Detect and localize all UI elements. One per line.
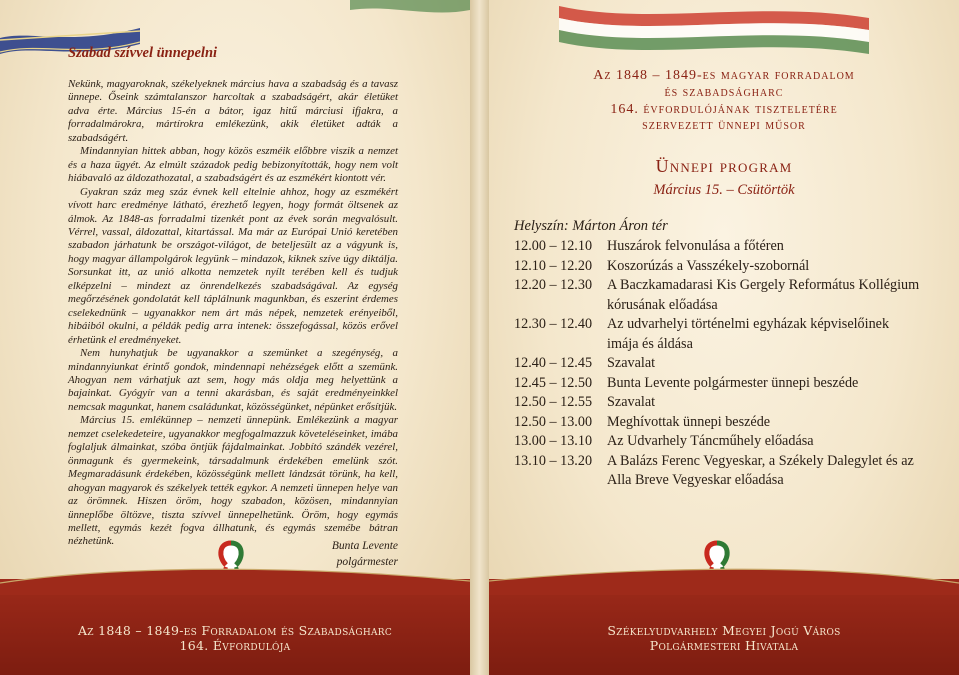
schedule-time: 12.50 – 13.00 [514, 413, 593, 430]
venue: Helyszín: Márton Áron tér [514, 218, 668, 234]
schedule-event: Az Udvarhely Táncműhely előadása [607, 433, 814, 449]
schedule-row [514, 315, 924, 354]
schedule-time: 12.45 – 12.50 [514, 374, 593, 391]
schedule-event: Bunta Levente polgármester ünnepi beszéde [607, 374, 859, 391]
page-gutter [470, 0, 489, 675]
schedule-row [514, 354, 924, 374]
paragraph: Március 15. emlékünnep – nemzeti ünnepünk. Emlékezünk a magyar nemzet cselekedeteire, ugyanakkor megfogalmazzuk követeléseinket, imába foglaljuk álmainkat, szóba öntjük fájdalmainkat. Jobbító szándék vezérel, önmagunk és gyermekeink, társadalmunk érdekében emelünk szót. Megmaradásunk érdekében, közösségünk mellett lándzsát törünk, ha kell, ahogyan magyarok és székelyek tették egykor. A nemzeti ünnepen helye van az örömnek. Hiszen öröm, hogy szabadon, közösen, mindannyian ünneplőbe öltözve, tiszta szívvel ünnepelhetünk. Öröm, hogy egymás mellett, egymás kezét fogva állhatunk, és egymás szemébe bátran nézhetünk. [68, 414, 398, 548]
schedule-time: 12.10 – 12.20 [514, 257, 593, 274]
paragraph: Mindannyian hittek abban, hogy közös eszméik előbbre viszik a nemzet és a haza ügyét. Az elmúlt századok pedig bebizonyították, hogy nem volt hiábavaló az áldozathozatal, a szabadságért és az eszmékért kiontott vér. [68, 145, 398, 185]
heading-line: szervezett ünnepi műsor [642, 118, 806, 134]
schedule-time: 12.50 – 12.55 [514, 394, 593, 410]
schedule-event: Meghívottak ünnepi beszéde [607, 413, 771, 430]
schedule-row [514, 452, 924, 491]
heading-line: és szabadságharc [664, 84, 784, 100]
footer-wave-left [0, 555, 470, 595]
schedule-event: Szavalat [607, 355, 656, 371]
paragraph: Nem hunyhatjuk be ugyanakkor a szemünket a szegénység, a mindannyiunkat érintő gondok, mindennapi nehézségek előtt a szemünk. Ahogyan nem várhatjuk azt sem, hogy más oldja meg helyettünk a bajainkat. Gyógyír van a tenni akarásban, és saját eredményeinkkel nemcsak magunkat, hanem családunkat, közösségünket, népünket erősítjük. [68, 347, 398, 413]
schedule-time: 12.00 – 12.10 [514, 238, 593, 254]
schedule-event: Szavalat [607, 394, 656, 410]
schedule-row [514, 413, 924, 433]
program-heading [489, 68, 959, 135]
schedule-time: 12.30 – 12.40 [514, 316, 593, 332]
schedule-row [514, 393, 924, 413]
footer-text-right [489, 623, 959, 653]
footer-line: Székelyudvarhely Megyei Jogú Város [607, 623, 841, 638]
schedule-row [514, 374, 924, 394]
signature-name: Bunta Levente [331, 540, 398, 552]
schedule-event: Huszárok felvonulása a főtéren [607, 238, 784, 254]
schedule-event: A Balázs Ferenc Vegyeskar, a Székely Dalegylet és az Alla Breve Vegyeskar előadása [607, 452, 914, 488]
schedule-time: 12.40 – 12.45 [514, 355, 593, 371]
schedule-time: 13.10 – 13.20 [514, 452, 593, 469]
schedule-row [514, 432, 924, 452]
schedule-event: Az udvarhelyi történelmi egyházak képviselőinek imája és áldása [607, 316, 890, 352]
flag-decoration-left-top [330, 0, 470, 70]
program-title: Ünnepi program [655, 156, 793, 176]
schedule-list [514, 237, 924, 491]
footer-text-left [0, 623, 470, 653]
footer-line: 164. Évfordulója [179, 638, 291, 653]
article-title: Szabad szívvel ünnepelni [68, 45, 218, 61]
schedule-row [514, 276, 924, 315]
schedule-row [514, 257, 924, 277]
right-page [489, 0, 959, 675]
article-body [68, 78, 398, 549]
footer-wave-right [489, 555, 959, 595]
schedule-row [514, 237, 924, 257]
program-date: Március 15. – Csütörtök [653, 182, 795, 198]
signature-role: polgármester [336, 556, 398, 568]
schedule-event: Koszorúzás a Vasszékely-szobornál [607, 257, 810, 274]
footer-line: Polgármesteri Hivatala [649, 638, 799, 653]
heading-line: 164. évfordulójának tiszteletére [610, 101, 838, 117]
flag-decoration-right [559, 0, 869, 70]
paragraph: Gyakran száz meg száz évnek kell eltelnie ahhoz, hogy az eszmékért vívott harc eredménye látható, érezhető legyen, hogy formát öltsenek az álmok. Az 1848-as forradalmi tizenkét pont az évek során megvalósult. Vérrel, vassal, áldozattal, kitartással. Ma már az Európai Unió keretében szabadon járhatunk be országot-világot, de beteljesült az a vágyunk is, hogy magyar állampolgárok legyünk – mindazok, kiknek szíve úgy diktálja. Sorsunkat itt, az unió alkotta nemzetek nyílt terében kell és tudjuk elképzelni – mindezt az önrendelkezés szabadságával. Az egység megőrzésének gondolatát kell táplálnunk magunkban, és eszerint érdemes cselekednünk – ugyanakkor nem árt más népek, nemzetek erényeiből, hibáiból okulni, a példák pedig arra intenek: összefogással, közös erővel érhetünk el eredményeket. [68, 185, 398, 346]
schedule-time: 12.20 – 12.30 [514, 277, 593, 293]
footer-line: Az 1848 – 1849-es Forradalom és Szabadságharc [77, 623, 393, 638]
schedule-time: 13.00 – 13.10 [514, 433, 593, 449]
schedule-event: A Baczkamadarasi Kis Gergely Református Kollégium kórusának előadása [607, 277, 920, 313]
heading-line: Az 1848 – 1849-es magyar forradalom [593, 68, 855, 83]
paragraph: Nekünk, magyaroknak, székelyeknek március hava a szabadság és a tavasz ünnepe. Őseink számtalanszor harcoltak a szabadságért, akár életüket adva érte. Március 15-én a bátor, igaz hitű márciusi ifjakra, a forradalmárokra, mártírokra emlékezünk, akik életüket adták a szabadságért. [68, 78, 398, 144]
left-page [0, 0, 470, 675]
